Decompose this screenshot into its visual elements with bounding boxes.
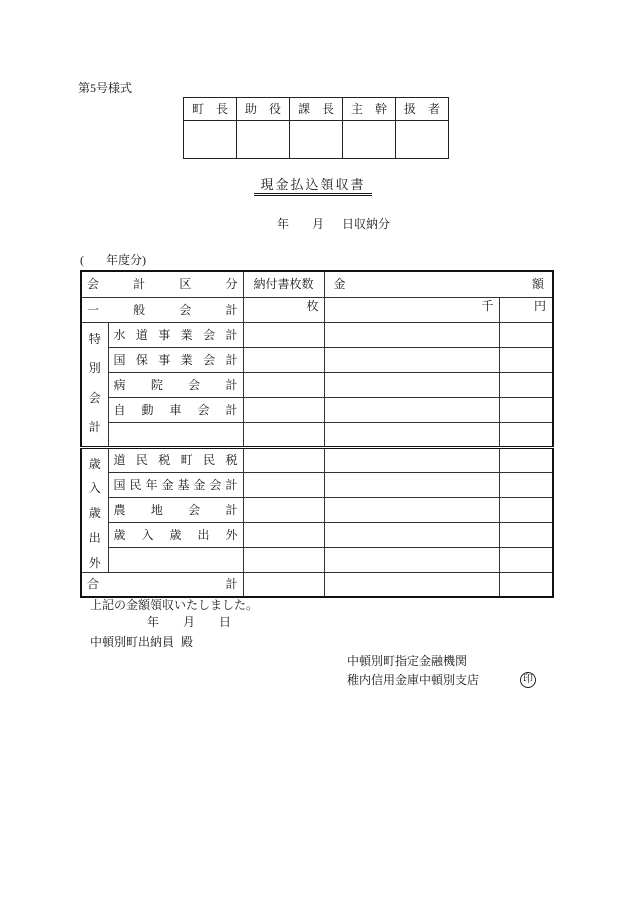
outside-account-label-char: 歳	[113, 527, 126, 542]
amount-thousands-cell	[324, 522, 499, 547]
general-account-label-char: 計	[225, 302, 238, 317]
count-cell	[243, 397, 324, 422]
seal-mark: 印	[520, 672, 536, 688]
fiscal-year-open-paren: (	[80, 253, 84, 267]
outside-account-label-cell	[108, 522, 243, 547]
count-cell	[243, 497, 324, 522]
approval-header-handler-char: 者	[427, 102, 440, 116]
amount-yen-cell	[499, 547, 553, 572]
amount-yen-cell	[499, 422, 553, 447]
table-header-row	[81, 271, 553, 297]
special-account-label-char: 事	[158, 352, 171, 367]
special-account-label-char: 自	[113, 402, 126, 417]
addressee: 中頓別町出納員	[90, 635, 175, 649]
count-cell	[243, 472, 324, 497]
outside-account-row	[81, 522, 553, 547]
count-cell	[243, 522, 324, 547]
count-cell	[243, 547, 324, 572]
receipt-date-year: 年	[277, 217, 290, 231]
outside-account-label-char: 民	[203, 453, 216, 467]
amount-thousands-cell	[324, 422, 499, 447]
outside-account-row	[81, 472, 553, 497]
blank-label-cell	[108, 422, 243, 447]
special-account-label-char: 動	[141, 402, 154, 417]
total-count-cell	[243, 572, 324, 597]
outside-account-label	[109, 503, 243, 517]
approval-stamp-table	[183, 97, 449, 159]
total-label	[82, 577, 243, 591]
blank-label-cell	[108, 547, 243, 572]
approval-header-cell	[237, 98, 290, 121]
header-count: 納付書枚数	[253, 277, 314, 292]
special-account-label	[109, 353, 243, 367]
header-amount-right: 額	[531, 277, 544, 292]
outside-group-label-char: 入	[88, 481, 101, 496]
approval-header-row	[184, 98, 449, 121]
header-category-char: 会	[87, 277, 100, 292]
outside-account-label-char: 会	[188, 502, 201, 517]
header-amount-cell	[324, 271, 553, 297]
footer-date-day: 日	[219, 615, 232, 629]
approval-header-deputy-char: 助	[245, 102, 258, 116]
special-account-label-cell	[108, 322, 243, 347]
special-group-label-char: 別	[88, 361, 101, 376]
outside-account-label-char: 会	[209, 477, 222, 492]
amount-thousands-cell	[324, 547, 499, 572]
approval-header-handler	[396, 102, 448, 116]
count-cell	[243, 322, 324, 347]
special-account-row	[81, 397, 553, 422]
outside-account-label-char: 出	[197, 527, 210, 542]
received-statement: 上記の金額領収いたしました。	[90, 598, 259, 612]
outside-group-label	[82, 449, 108, 569]
total-row	[81, 572, 553, 597]
approval-header-handler-char: 扱	[404, 102, 417, 116]
special-account-label-cell	[108, 397, 243, 422]
amount-yen-cell	[499, 472, 553, 497]
amount-thousands-cell	[324, 447, 499, 472]
outside-group-cell	[81, 447, 108, 572]
outside-account-row	[81, 497, 553, 522]
outside-account-label-char: 道	[113, 453, 126, 467]
approval-header-cell	[343, 98, 396, 121]
outside-account-label-char: 計	[225, 502, 238, 517]
approval-stamp-cell-deputy	[237, 121, 290, 159]
special-account-label	[109, 328, 243, 342]
approval-header-supervisor-char: 主	[351, 102, 364, 116]
outside-group-label-char: 歳	[88, 456, 101, 471]
special-account-row	[81, 372, 553, 397]
receipt-table	[80, 270, 554, 598]
approval-header-cell	[184, 98, 237, 121]
general-account-label-char: 般	[133, 302, 146, 317]
total-label-char: 計	[225, 577, 238, 592]
approval-stamp-cell-supervisor	[343, 121, 396, 159]
outside-group-label-char: 出	[88, 530, 101, 545]
amount-yen-cell	[499, 347, 553, 372]
total-label-cell	[81, 572, 243, 597]
outside-account-label-cell	[108, 497, 243, 522]
outside-account-label-char: 民	[135, 453, 148, 467]
approval-header-supervisor	[343, 102, 395, 116]
header-category-char: 分	[225, 277, 238, 292]
outside-group-label-char: 歳	[88, 506, 101, 520]
outside-account-label	[109, 478, 243, 492]
approval-header-section-chief-char: 課	[298, 102, 311, 116]
special-account-row	[81, 322, 553, 347]
count-cell	[243, 422, 324, 447]
special-group-label-char: 計	[88, 420, 101, 435]
special-account-label	[109, 403, 243, 417]
approval-header-mayor-char: 長	[215, 102, 228, 116]
special-account-label-char: 道	[135, 327, 148, 342]
general-account-row	[81, 297, 553, 322]
header-count-cell	[243, 271, 324, 297]
count-cell	[243, 347, 324, 372]
outside-account-label-char: 金	[193, 477, 206, 492]
outside-account-blank-row	[81, 547, 553, 572]
special-group-cell	[81, 322, 108, 447]
header-amount-left: 金	[333, 277, 346, 292]
total-thousands-cell	[324, 572, 499, 597]
total-yen-cell	[499, 572, 553, 597]
general-account-label	[82, 303, 243, 317]
institution-title: 中頓別町指定金融機関	[347, 654, 468, 668]
outside-account-label-char: 地	[150, 502, 163, 517]
approval-header-cell	[290, 98, 343, 121]
special-account-label-char: 病	[113, 377, 126, 392]
footer-date-year: 年	[147, 615, 160, 629]
addressee-honorific: 殿	[181, 635, 194, 649]
outside-account-label-char: 外	[225, 527, 238, 542]
outside-account-label	[109, 528, 243, 542]
outside-account-label-char: 町	[180, 453, 193, 467]
special-group-label	[82, 323, 108, 434]
general-count-cell	[243, 297, 324, 322]
outside-account-label-char: 税	[225, 453, 238, 467]
outside-account-row	[81, 447, 553, 472]
special-account-label-char: 会	[197, 402, 210, 417]
amount-thousands-cell	[324, 497, 499, 522]
count-cell	[243, 372, 324, 397]
special-account-label-char: 計	[225, 352, 238, 367]
outside-group-label-char: 外	[88, 555, 101, 570]
outside-account-label-char: 民	[129, 477, 142, 492]
special-account-label-char: 計	[225, 327, 238, 342]
special-account-label-char: 計	[225, 377, 238, 392]
special-group-label-char: 特	[88, 331, 101, 346]
amount-yen-cell	[499, 497, 553, 522]
approval-header-cell	[396, 98, 449, 121]
amount-yen-cell	[499, 522, 553, 547]
outside-account-label-char: 歳	[169, 527, 182, 542]
approval-header-deputy	[237, 102, 289, 116]
count-unit: 枚	[306, 298, 319, 313]
general-thousands-cell	[324, 297, 499, 322]
special-group-label-char: 会	[88, 390, 101, 405]
approval-stamp-cell-mayor	[184, 121, 237, 159]
special-account-label-char: 車	[169, 402, 182, 417]
thousands-unit: 千	[481, 298, 494, 313]
special-account-label-char: 業	[180, 327, 193, 342]
special-account-blank-row	[81, 422, 553, 447]
outside-account-label-char: 年	[145, 477, 158, 492]
amount-yen-cell	[499, 447, 553, 472]
special-account-label-char: 会	[188, 377, 201, 392]
general-account-label-cell	[81, 297, 243, 322]
approval-header-section-chief	[290, 102, 342, 116]
fiscal-year-label: 年度分)	[106, 253, 146, 267]
approval-header-deputy-char: 役	[268, 102, 281, 116]
amount-thousands-cell	[324, 322, 499, 347]
special-account-label-char: 事	[158, 327, 171, 342]
special-account-label-cell	[108, 372, 243, 397]
special-account-label-char: 水	[113, 327, 126, 342]
total-label-char: 合	[87, 577, 100, 592]
header-category-char: 計	[133, 277, 146, 292]
approval-header-section-chief-char: 長	[321, 102, 334, 116]
approval-header-mayor	[184, 102, 236, 116]
header-category-char: 区	[179, 277, 192, 292]
institution-name: 稚内信用金庫中頓別支店	[347, 673, 480, 687]
approval-stamp-row	[184, 121, 449, 159]
general-yen-cell	[499, 297, 553, 322]
general-account-label-char: 一	[87, 302, 100, 317]
outside-account-label-char: 計	[225, 477, 238, 492]
header-category-cell	[81, 271, 243, 297]
special-account-label-char: 保	[135, 352, 148, 367]
special-account-label-char: 院	[150, 377, 163, 392]
amount-thousands-cell	[324, 372, 499, 397]
count-cell	[243, 447, 324, 472]
amount-yen-cell	[499, 397, 553, 422]
approval-stamp-cell-section-chief	[290, 121, 343, 159]
approval-header-mayor-char: 町	[192, 102, 205, 116]
yen-unit: 円	[533, 298, 546, 313]
amount-yen-cell	[499, 372, 553, 397]
outside-account-label-char: 金	[161, 477, 174, 492]
outside-account-label	[109, 453, 243, 467]
header-category	[82, 277, 243, 291]
special-account-row	[81, 347, 553, 372]
document-title: 現金払込領収書	[254, 177, 372, 196]
special-account-label	[109, 378, 243, 392]
receipt-date-day-suffix: 日収納分	[342, 217, 391, 231]
approval-stamp-cell-handler	[396, 121, 449, 159]
special-account-label-char: 計	[225, 402, 238, 417]
outside-account-label-cell	[108, 447, 243, 472]
outside-account-label-char: 入	[141, 527, 154, 542]
special-account-label-char: 会	[203, 352, 216, 367]
amount-thousands-cell	[324, 397, 499, 422]
header-amount	[325, 277, 553, 291]
outside-account-label-char: 農	[113, 502, 126, 517]
form-number: 第5号様式	[78, 81, 133, 95]
amount-thousands-cell	[324, 347, 499, 372]
special-account-label-char: 会	[203, 327, 216, 342]
outside-account-label-char: 国	[113, 477, 126, 492]
amount-thousands-cell	[324, 472, 499, 497]
outside-account-label-char: 税	[158, 453, 171, 467]
outside-account-label-cell	[108, 472, 243, 497]
special-account-label-char: 国	[113, 352, 126, 367]
special-account-label-char: 業	[180, 352, 193, 367]
amount-yen-cell	[499, 322, 553, 347]
special-account-label-cell	[108, 347, 243, 372]
general-account-label-char: 会	[179, 302, 192, 317]
footer-date-month: 月	[183, 615, 196, 629]
outside-account-label-char: 基	[177, 477, 190, 492]
approval-header-supervisor-char: 幹	[374, 102, 387, 116]
receipt-date-month: 月	[312, 217, 325, 231]
